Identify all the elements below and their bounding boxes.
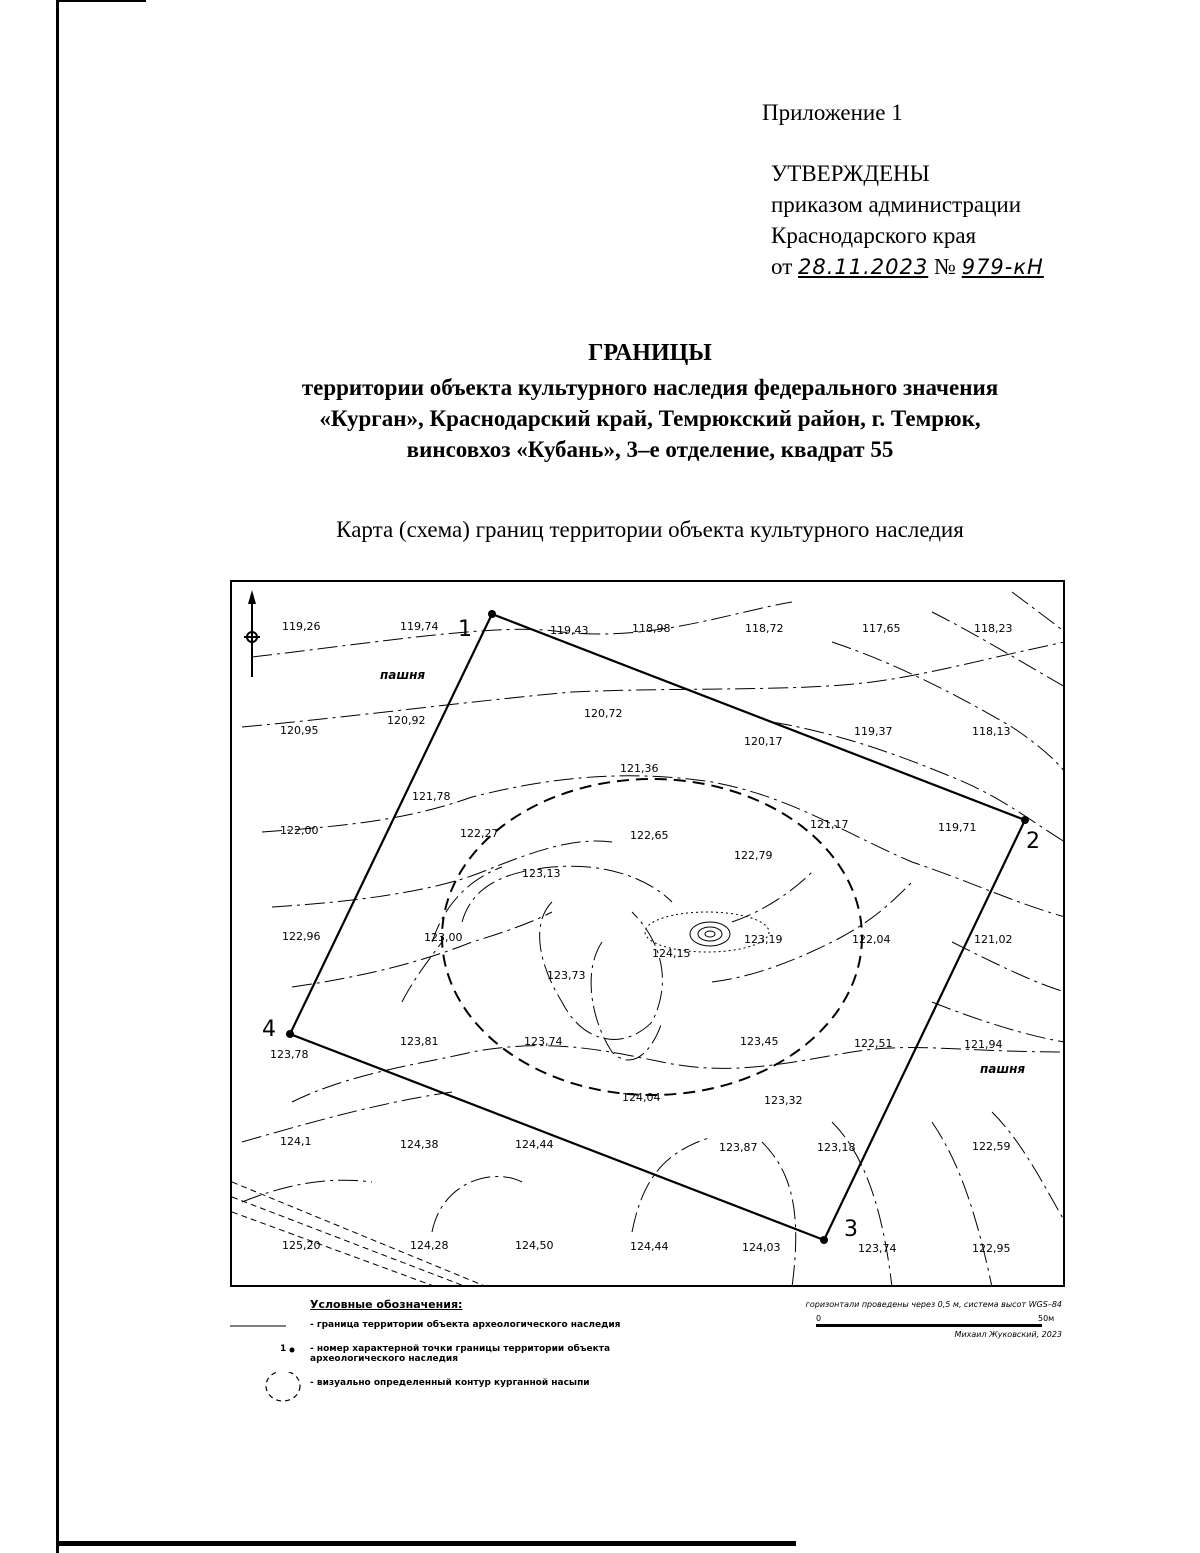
elevation-label: 123,78 [270,1048,309,1061]
elevation-label: 124,50 [515,1239,554,1252]
elevation-label: 118,23 [974,622,1013,635]
north-arrow-icon [244,590,260,677]
elevation-label: 119,71 [938,821,977,834]
map-frame [230,580,1065,1287]
elevation-label: 123,18 [817,1141,856,1154]
elevation-label: 119,26 [282,620,321,633]
scale-bar [816,1324,1042,1327]
document-title [150,338,1150,465]
elevation-label: 123,32 [764,1094,803,1107]
elevation-label: 120,95 [280,724,319,737]
elevation-label: 122,79 [734,849,773,862]
elevation-label: 121,02 [974,933,1013,946]
boundary-point-1 [488,610,496,618]
point-label-2: 2 [1026,829,1040,854]
elevation-label: 119,37 [854,725,893,738]
elevation-label: 123,00 [424,931,463,944]
elevation-label: 123,74 [858,1242,897,1255]
road-lines [232,1182,492,1287]
title-line-2: территории объекта культурного наследия федерального значения [301,375,999,400]
legend-mound-symbol [228,1372,304,1408]
boundary-point-3 [820,1236,828,1244]
approved-label: УТВЕРЖДЕНЫ [771,161,930,186]
point-label-3: 3 [844,1217,858,1242]
by-order-label: приказом администрации [771,192,1022,217]
legend-title: Условные обозначения: [310,1298,463,1311]
appendix-label: Приложение 1 [762,100,903,125]
elevation-label: 120,17 [744,735,783,748]
elevation-label: 120,92 [387,714,426,727]
elevation-label: 123,45 [740,1035,779,1048]
legend-point-symbol [228,1344,304,1364]
mound-contour [442,779,862,1095]
legend-line-symbol [228,1320,304,1340]
title-line-1: ГРАНИЦЫ [588,340,712,366]
elevation-label: 124,03 [742,1241,781,1254]
elevation-label: 124,38 [400,1138,439,1151]
boundary-point-2 [1021,816,1029,824]
land-label-north: пашня [380,668,426,682]
elevation-label: 122,00 [280,824,319,837]
elevation-label: 121,94 [964,1038,1003,1051]
order-number: 979-кН [961,255,1044,279]
legend-point-number: 1 [280,1344,287,1354]
mound-summit [645,912,769,952]
elevation-label: 124,1 [280,1135,312,1148]
elevation-label: 122,65 [630,829,669,842]
page-edge-left [56,0,59,1553]
elevation-label: 123,19 [744,933,783,946]
title-line-4: винсовхоз «Кубань», 3–е отделение, квадрат 55 [406,437,894,462]
elevation-label: 124,15 [652,947,691,960]
map-author: Михаил Жуковский, 2023 [954,1330,1062,1339]
page-edge-bottom [56,1541,796,1546]
elevation-label: 123,81 [400,1035,439,1048]
elevation-label: 121,36 [620,762,659,775]
number-sign: № [934,254,956,279]
elevation-label: 122,95 [972,1242,1011,1255]
elevation-label: 122,59 [972,1140,1011,1153]
contour-note: горизонтали проведены через 0,5 м, система высот WGS–84 [805,1300,1062,1309]
elevation-labels [270,620,1013,1255]
elevation-label: 123,74 [524,1035,563,1048]
map-svg [232,582,1065,1287]
scale-start: 0 [816,1314,822,1323]
elevation-label: 118,72 [745,622,784,635]
legend-boundary-text: - граница территории объекта археологического наследия [310,1320,621,1330]
map-notes [712,1300,1062,1350]
contour-lines [242,592,1065,1287]
elevation-label: 117,65 [862,622,901,635]
elevation-label: 122,96 [282,930,321,943]
order-line [771,251,1044,283]
from-prefix: от [771,254,793,279]
legend [228,1300,658,1410]
elevation-label: 119,74 [400,620,439,633]
legend-mound-text: - визуально определенный контур курганной насыпи [310,1378,590,1388]
elevation-label: 124,04 [622,1091,661,1104]
map-subtitle: Карта (схема) границ территории объекта культурного наследия [336,517,964,542]
elevation-label: 120,72 [584,707,623,720]
elevation-label: 124,28 [410,1239,449,1252]
scale-end: 50м [1038,1314,1055,1323]
land-label-south: пашня [980,1062,1026,1076]
elevation-label: 122,27 [460,827,499,840]
elevation-label: 118,13 [972,725,1011,738]
point-label-1: 1 [458,617,472,642]
elevation-label: 123,73 [547,969,586,982]
elevation-label: 121,78 [412,790,451,803]
elevation-label: 122,51 [854,1037,893,1050]
boundary-point-4 [286,1030,294,1038]
elevation-label: 121,17 [810,818,849,831]
point-label-4: 4 [262,1017,276,1042]
elevation-label: 122,04 [852,933,891,946]
elevation-label: 124,44 [630,1240,669,1253]
region-label: Краснодарского края [771,223,977,248]
elevation-label: 123,87 [719,1141,758,1154]
elevation-label: 119,43 [550,624,589,637]
order-date: 28.11.2023 [798,255,929,279]
legend-point-text: - номер характерной точки границы территории объекта археологического наследия [310,1344,611,1364]
elevation-label: 123,13 [522,867,561,880]
page-edge-top [56,0,146,2]
title-line-3: «Курган», Краснодарский край, Темрюкский район, г. Темрюк, [319,406,981,431]
elevation-label: 125,20 [282,1239,321,1252]
approval-block [771,158,1044,283]
elevation-label: 124,44 [515,1138,554,1151]
elevation-label: 118,98 [632,622,671,635]
